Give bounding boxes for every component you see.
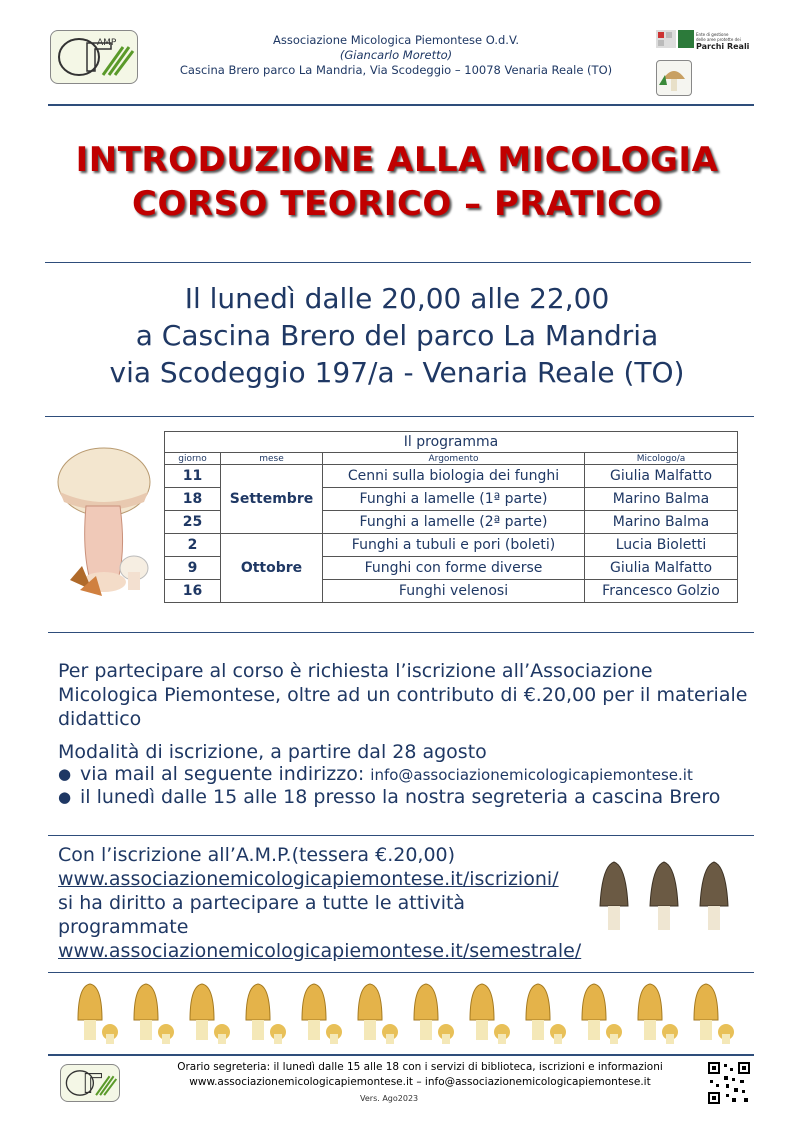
footer-text xyxy=(120,1060,720,1090)
row-day: 11 xyxy=(165,465,221,488)
parchi-reali-logo-icon xyxy=(656,28,752,52)
row-day: 2 xyxy=(165,534,221,557)
mushroom-badge-icon xyxy=(657,61,691,95)
bullet-icon: ● xyxy=(58,788,72,806)
morel-group xyxy=(596,860,736,940)
svg-text:Parchi Reali: Parchi Reali xyxy=(696,42,750,51)
footer-line-1: Orario segreteria: il lunedì dalle 15 alle 18 con i servizi di biblioteca, iscrizioni e informazioni xyxy=(177,1061,663,1073)
header-org xyxy=(150,33,642,78)
mode1-prefix: via mail al seguente indirizzo: xyxy=(80,763,371,785)
amanita-icon xyxy=(52,440,152,600)
membership-line-1: Con l’iscrizione all’A.M.P.(tessera €.20,00) xyxy=(58,844,456,866)
row-day: 18 xyxy=(165,488,221,511)
membership-divider xyxy=(48,972,754,973)
header-day: giorno xyxy=(165,453,221,465)
title-divider xyxy=(45,262,751,263)
mushroom-illustration xyxy=(52,440,152,600)
title-line-2: CORSO TEORICO – PRATICO xyxy=(132,184,662,224)
row-day: 9 xyxy=(165,557,221,580)
amp-logo-small-icon xyxy=(61,1065,119,1101)
footer-divider xyxy=(48,1054,754,1056)
footer-amp-logo xyxy=(60,1064,120,1102)
registration-email-link[interactable]: info@associazionemicologicapiemontese.it xyxy=(370,766,693,784)
row-topic: Funghi a tubuli e pori (boleti) xyxy=(323,534,585,557)
month-cell: Settembre xyxy=(221,465,323,534)
table-row xyxy=(165,534,738,557)
table-divider xyxy=(48,632,754,633)
header-month: mese xyxy=(221,453,323,465)
row-day: 25 xyxy=(165,511,221,534)
mushroom-badge xyxy=(656,60,692,96)
row-topic: Funghi velenosi xyxy=(323,580,585,603)
row-day: 16 xyxy=(165,580,221,603)
row-expert: Lucia Bioletti xyxy=(585,534,738,557)
table-row xyxy=(165,465,738,488)
list-item xyxy=(58,763,758,786)
header-expert: Micologo/a xyxy=(585,453,738,465)
morel-row xyxy=(74,982,734,1048)
row-topic: Funghi a lamelle (2ª parte) xyxy=(323,511,585,534)
amp-logo xyxy=(50,30,138,84)
row-expert: Giulia Malfatto xyxy=(585,465,738,488)
schedule-line-3: via Scodeggio 197/a - Venaria Reale (TO) xyxy=(109,356,685,389)
header-topic: Argomento xyxy=(323,453,585,465)
qr-code-icon xyxy=(706,1060,752,1106)
row-expert: Giulia Malfatto xyxy=(585,557,738,580)
row-expert: Francesco Golzio xyxy=(585,580,738,603)
amp-logo-icon xyxy=(51,31,137,83)
row-topic: Funghi a lamelle (1ª parte) xyxy=(323,488,585,511)
svg-text:delle aree protette dei: delle aree protette dei xyxy=(696,37,741,42)
schedule-line-1: Il lunedì dalle 20,00 alle 22,00 xyxy=(184,282,610,315)
footer-line-2[interactable]: www.associazionemicologicapiemontese.it – info@associazionemicologicapiemontese.it xyxy=(189,1076,651,1088)
schedule-divider xyxy=(45,416,754,417)
row-expert: Marino Balma xyxy=(585,488,738,511)
registration-divider xyxy=(48,835,754,836)
org-sub: (Giancarlo Moretto) xyxy=(339,48,453,62)
program-caption: Il programma xyxy=(165,432,738,453)
month-cell: Ottobre xyxy=(221,534,323,603)
org-name: Associazione Micologica Piemontese O.d.V. xyxy=(273,33,519,47)
registration-modes-title: Modalità di iscrizione, a partire dal 28 agosto xyxy=(58,741,487,763)
parchi-reali-logo xyxy=(656,28,752,52)
version-label: Vers. Ago2023 xyxy=(360,1094,419,1103)
membership-block xyxy=(58,843,598,963)
program-table xyxy=(164,431,738,603)
yellow-morels-icon xyxy=(74,982,734,1048)
semestrale-link[interactable]: www.associazionemicologicapiemontese.it/semestrale/ xyxy=(58,940,582,962)
header-divider xyxy=(48,104,754,106)
qr-code[interactable] xyxy=(706,1060,752,1106)
schedule-line-2: a Cascina Brero del parco La Mandria xyxy=(135,319,659,352)
iscrizioni-link[interactable]: www.associazionemicologicapiemontese.it/iscrizioni/ xyxy=(58,868,559,890)
svg-text:Ente di gestione: Ente di gestione xyxy=(696,32,729,37)
registration-modes-list xyxy=(58,763,758,808)
list-item xyxy=(58,786,758,808)
org-address: Cascina Brero parco La Mandria, Via Scodeggio – 10078 Venaria Reale (TO) xyxy=(179,63,613,77)
membership-line-2: si ha diritto a partecipare a tutte le attività programmate xyxy=(58,892,466,938)
mode2-text: il lunedì dalle 15 alle 18 presso la nostra segreteria a cascina Brero xyxy=(80,786,721,808)
row-expert: Marino Balma xyxy=(585,511,738,534)
registration-text: Per partecipare al corso è richiesta l’iscrizione all’Associazione Micologica Piemontese, oltre ad un contributo di €.20,00 per il materiale didattico xyxy=(58,660,748,730)
row-topic: Cenni sulla biologia dei funghi xyxy=(323,465,585,488)
svg-text:AMP: AMP xyxy=(97,38,117,48)
title-line-1: INTRODUZIONE ALLA MICOLOGIA xyxy=(75,140,719,180)
bullet-icon: ● xyxy=(58,765,72,783)
morel-mushrooms-icon xyxy=(596,860,736,940)
schedule-block xyxy=(0,280,794,391)
row-topic: Funghi con forme diverse xyxy=(323,557,585,580)
